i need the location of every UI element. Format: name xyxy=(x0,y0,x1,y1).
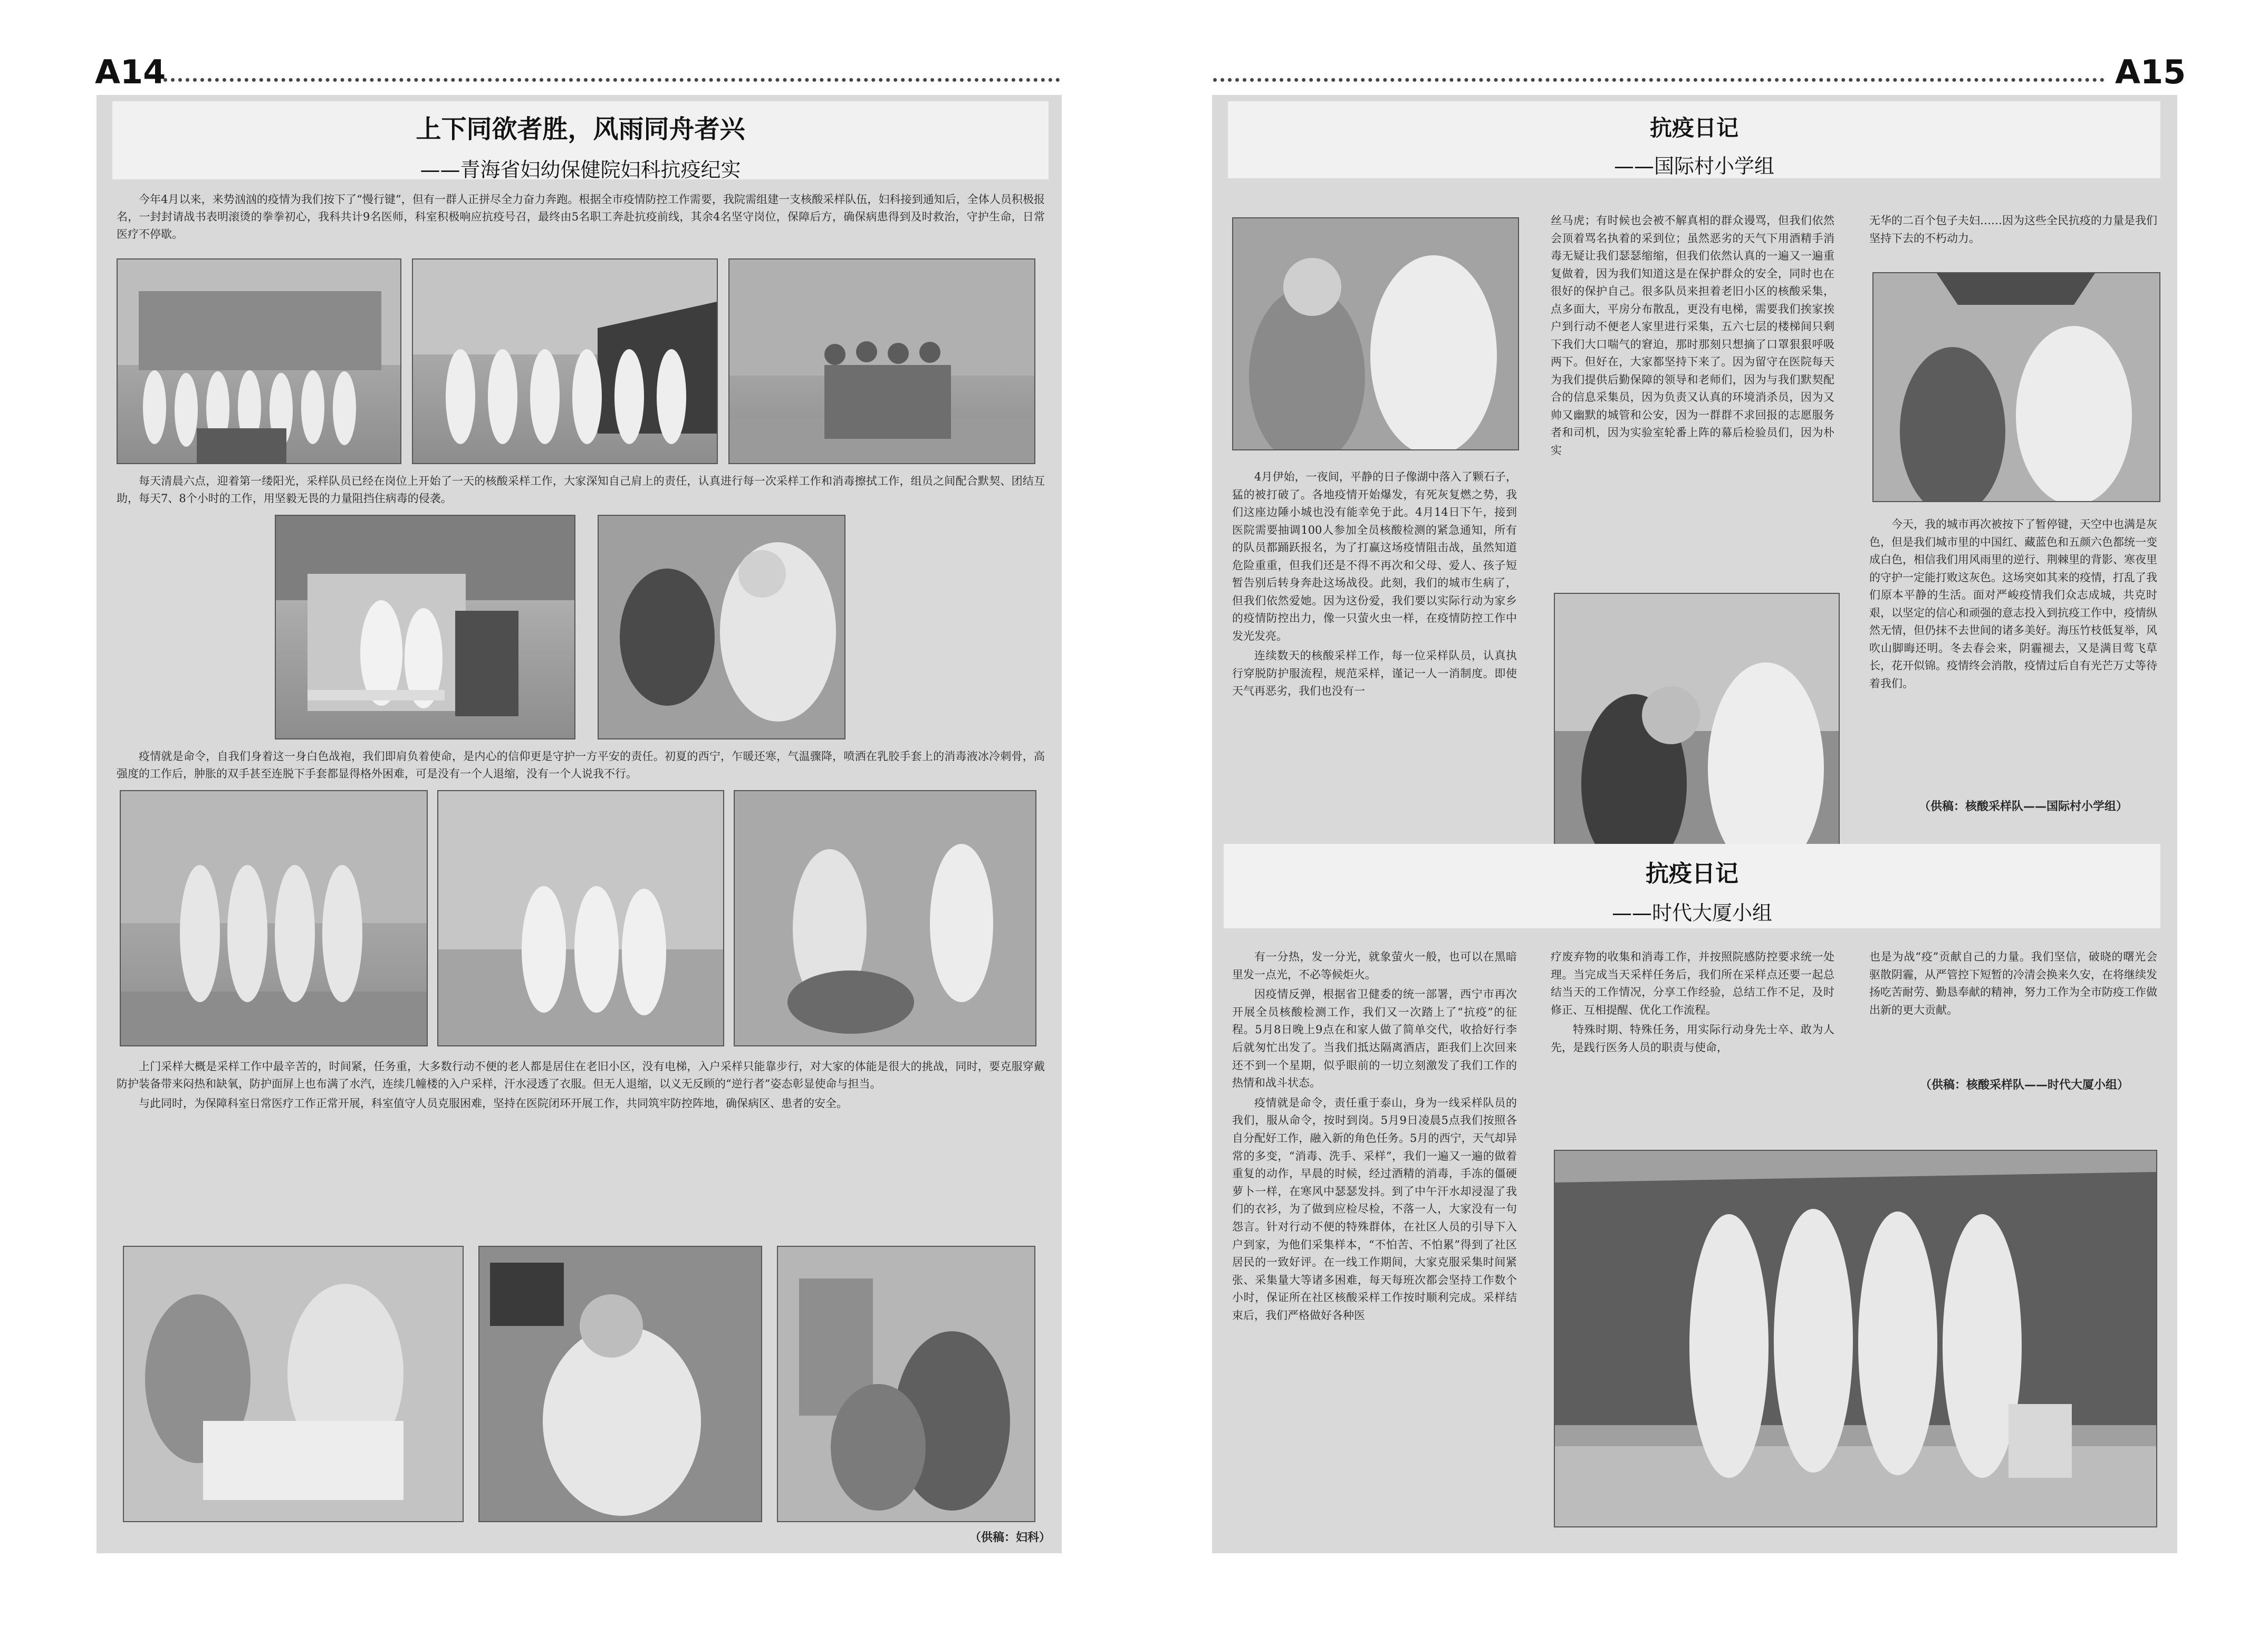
right-top-col1-para2: 连续数天的核酸采样工作，每一位采样队员，认真执行穿脱防护服流程，规范采样，谨记一人一消制度。即使天气再恶劣，我们也没有一 xyxy=(1232,649,1517,697)
right-bottom-col2 xyxy=(1551,948,1834,1059)
right-bottom-credit: （供稿：核酸采样队——时代大厦小组） xyxy=(1920,1079,2129,1092)
right-top-title-box xyxy=(1228,101,2160,178)
left-para-intro xyxy=(117,191,1045,245)
left-page xyxy=(97,95,1062,1553)
photo-nurse-computer xyxy=(478,1246,762,1522)
photo-team-four-tent xyxy=(1554,1150,2157,1527)
photo-team-tents xyxy=(412,258,718,464)
right-bottom-col2-para1: 疗废弃物的收集和消毒工作，并按照院感防控要求统一处理。当完成当天采样任务后，我们所在采样点还要一起总结当天的工作情况，分享工作经验，总结工作不足，及时修正、互相提醒、优化工作流程。 xyxy=(1551,950,1834,1016)
page-number-right: A15 xyxy=(2115,53,2186,91)
right-bottom-headline: 抗疫日记 xyxy=(1646,860,1738,887)
photo-doctors-desk xyxy=(123,1246,464,1522)
photo-courtyard-sampling xyxy=(437,790,724,1046)
left-paragraph-5: 与此同时，为保障科室日常医疗工作正常开展，科室值守人员克服困难，坚持在医院闭环开展工作，共同筑牢防控阵地，确保病区、患者的安全。 xyxy=(139,1097,848,1110)
left-paragraph-1: 今年4月以来，来势汹汹的疫情为我们按下了“慢行键”，但有一群人正拼尽全力奋力奔跑。根据全市疫情防控工作需要，我院需组建一支核酸采样队伍，妇科接到通知后，全体人员积极报名，一封封请战书表明滚烫的拳拳初心，我科共计9名医师，科室积极响应抗疫号召，最终由5名职工奔赴抗疫前线，其余4名坚守岗位，保障后方，确保病患得到及时救治，守护生命，日常医疗不停歇。 xyxy=(117,193,1045,241)
photo-scooter-sampling xyxy=(734,790,1036,1046)
right-bottom-col2-para2: 特殊时期、特殊任务，用实际行动身先士卒、敢为人先，是践行医务人员的职责与使命， xyxy=(1551,1023,1834,1054)
right-bottom-title-box xyxy=(1224,844,2160,928)
right-top-col2 xyxy=(1551,212,1834,462)
left-paragraph-2: 每天清晨六点，迎着第一缕阳光，采样队员已经在岗位上开始了一天的核酸采样工作，大家深知自己肩上的责任，认真进行每一次采样工作和消毒擦拭工作，组员之间配合默契、团结互助，每天7、8个小时的工作，用坚毅无畏的力量阻挡住病毒的侵袭。 xyxy=(117,475,1045,505)
photo-team-street xyxy=(728,258,1035,464)
photo-team-hospital-building xyxy=(117,258,401,464)
right-bottom-col1 xyxy=(1232,948,1517,1326)
left-title-box xyxy=(112,101,1049,179)
photo-swab-girl xyxy=(1232,217,1519,450)
right-top-col3 xyxy=(1869,212,2157,249)
right-top-col1-para1: 4月伊始，一夜间，平静的日子像湖中落入了颗石子，猛的被打破了。各地疫情开始爆发，有死灰复燃之势，我们这座边陲小城也没有能幸免于此。4月14日下午，接到医院需要抽调100人参加全员核酸检测的紧急通知，所有的队员都踊跃报名，为了打赢这场疫情阻击战，虽然知道危险重重，但我们还是不得不再次和父母、爱人、孩子短暂告别后转身奔赴这场战役。此刻，我们的城市生病了，但我们依然爱她。因为这份爱，我们要以实际行动为家乡的疫情防控出力，像一只萤火虫一样，在疫情防控工作中发光发亮。 xyxy=(1232,470,1517,642)
right-bottom-col1-para2: 因疫情反弹，根据省卫健委的统一部署，西宁市再次开展全员核酸检测工作，我们又一次踏上了“抗疫”的征程。5月8日晚上9点在和家人做了简单交代，收拾好行李后就匆忙出发了。当我们抵达隔离酒店，距我们上次回来还不到一个星期，似乎眼前的一切立刻激发了我们工作的热情和战斗状态。 xyxy=(1232,988,1517,1090)
left-credit: （供稿：妇科） xyxy=(969,1531,1051,1544)
right-bottom-subheadline: ——时代大厦小组 xyxy=(1611,901,1772,925)
left-para-4-block xyxy=(117,1058,1045,1114)
left-paragraph-4: 上门采样大概是采样工作中最辛苦的，时间紧，任务重，大多数行动不便的老人都是居住在老旧小区，没有电梯，入户采样只能靠步行，对大家的体能是很大的挑战，同时，要克服穿戴防护装备带来闷热和缺氧，防护面屏上也布满了水汽，连续几幢楼的入户采样，汗水浸透了衣服。但无人退缩，以义无反顾的“逆行者”姿态彰显使命与担当。 xyxy=(117,1060,1045,1090)
page-number-left: A14 xyxy=(95,53,166,91)
dotted-rule-left xyxy=(164,78,1060,82)
photo-ward-care xyxy=(777,1246,1035,1522)
right-top-credit: （供稿：核酸采样队——国际村小学组） xyxy=(1919,800,2128,813)
right-bottom-col3-para: 也是为战“疫”贡献自己的力量。我们坚信，破晓的曙光会驱散阴霾，从严管控下短暂的冷清会换来久安，在将继续发扬吃苦耐劳、勤恳奉献的精神，努力工作为全市防疫工作做出新的更大贡献。 xyxy=(1869,950,2157,1016)
left-para-2-block xyxy=(117,473,1045,509)
right-top-col3-para2: 今天，我的城市再次被按下了暂停键，天空中也满是灰色，但是我们城市里的中国红、藏蓝色和五颜六色都统一变成白色，相信我们用风雨里的逆行、荆棘里的背影、寒夜里的守护一定能打败这灰色。这场突如其来的疫情，打乱了我们原本平静的生活。面对严峻疫情我们众志成城，共克时艰，以坚定的信心和顽强的意志投入到抗疫工作中，疫情纵然无情，但仍抹不去世间的诸多美好。海压竹枝低复举，风吹山脚晦还明。冬去春会来，阴霾褪去，又是满目莺飞草长，花开似锦。疫情终会消散，疫情过后自有光芒万丈等待着我们。 xyxy=(1869,518,2157,690)
photo-sampling-booth xyxy=(275,515,575,739)
right-top-col3-para1: 无华的二百个包子夫妇……因为这些全民抗疫的力量是我们坚持下去的不朽动力。 xyxy=(1869,214,2157,245)
right-top-col2-para: 丝马虎；有时候也会被不解真相的群众谩骂，但我们依然会顶着骂名执着的采到位；虽然恶劣的天气下用酒精手消毒无疑让我们瑟瑟缩缩，但我们依然认真的一遍又一遍重复做着，因为我们知道这是在保护群众的安全，同时也在很好的保护自己。很多队员来担着老旧小区的核酸采集，点多面大，平房分布散乱，更没有电梯，需要我们挨家挨户到行动不便老人家里进行采集，五六七层的楼梯间只剩下我们大口喘气的窘迫，那时那刻只想摘了口罩狠狠呼吸两下。但好在，大家都坚持下来了。因为留守在医院每天为我们提供后勤保障的领导和老师们，因为与我们默契配合的信息采集员，因为负责又认真的环境消杀员，因为又帅又幽默的城管和公安，因为一群群不求回报的志愿服务者和司机，因为实验室轮番上阵的幕后检验员们，因为朴实 xyxy=(1551,214,1834,457)
right-top-headline: 抗疫日记 xyxy=(1649,115,1738,141)
right-top-subheadline: ——国际村小学组 xyxy=(1613,155,1774,178)
left-subheadline: ——青海省妇幼保健院妇科抗疫纪实 xyxy=(420,158,741,181)
left-paragraph-3: 疫情就是命令，自我们身着这一身白色战袍，我们即肩负着使命，是内心的信仰更是守护一方平安的责任。初夏的西宁，乍暖还寒，气温骤降，喷洒在乳胶手套上的消毒液冰冷刺骨，高强度的工作后，肿胀的双手甚至连脱下手套都显得格外困难，可是没有一个人退缩，没有一个人说我不行。 xyxy=(117,750,1045,780)
right-bottom-col1-para1: 有一分热，发一分光，就象萤火一般，也可以在黑暗里发一点光，不必等候炬火。 xyxy=(1232,950,1517,981)
right-top-col1 xyxy=(1232,468,1517,703)
right-bottom-col3 xyxy=(1869,948,2157,1021)
right-bottom-col1-para3: 疫情就是命令，责任重于泰山，身为一线采样队员的我们，服从命令，按时到岗。5月9日凌晨5点我们按照各自分配好工作，融入新的角色任务。5月的西宁，天气却异常的多变，“消毒、洗手、采样”，我们一遍又一遍的做着重复的动作，早晨的时候，经过酒精的消毒，手冻的僵硬萝卜一样，在寒风中瑟瑟发抖。到了中午汗水却浸湿了我们的衣衫，为了做到应检尽检，不落一人，大家没有一句怨言。针对行动不便的特殊群体，在社区人员的引导下入户到家，为他们采集样本，“不怕苦、不怕累”得到了社区居民的一致好评。在一线工作期间，大家克服采集时间紧张、采集量大等诸多困难，每天每班次都会坚持工作数个小时，保证所在社区核酸采样工作按时顺利完成。采样结束后，我们严格做好各种医 xyxy=(1232,1096,1517,1322)
dotted-rule-right xyxy=(1213,78,2104,82)
right-top-col3-b xyxy=(1869,516,2157,695)
photo-street-team-walking xyxy=(120,790,428,1046)
photo-mask-worker xyxy=(1872,272,2160,502)
left-para-3-block xyxy=(117,748,1045,785)
left-headline: 上下同欲者胜，风雨同舟者兴 xyxy=(416,114,745,144)
right-page xyxy=(1212,95,2177,1553)
photo-nasal-swab xyxy=(598,515,845,739)
